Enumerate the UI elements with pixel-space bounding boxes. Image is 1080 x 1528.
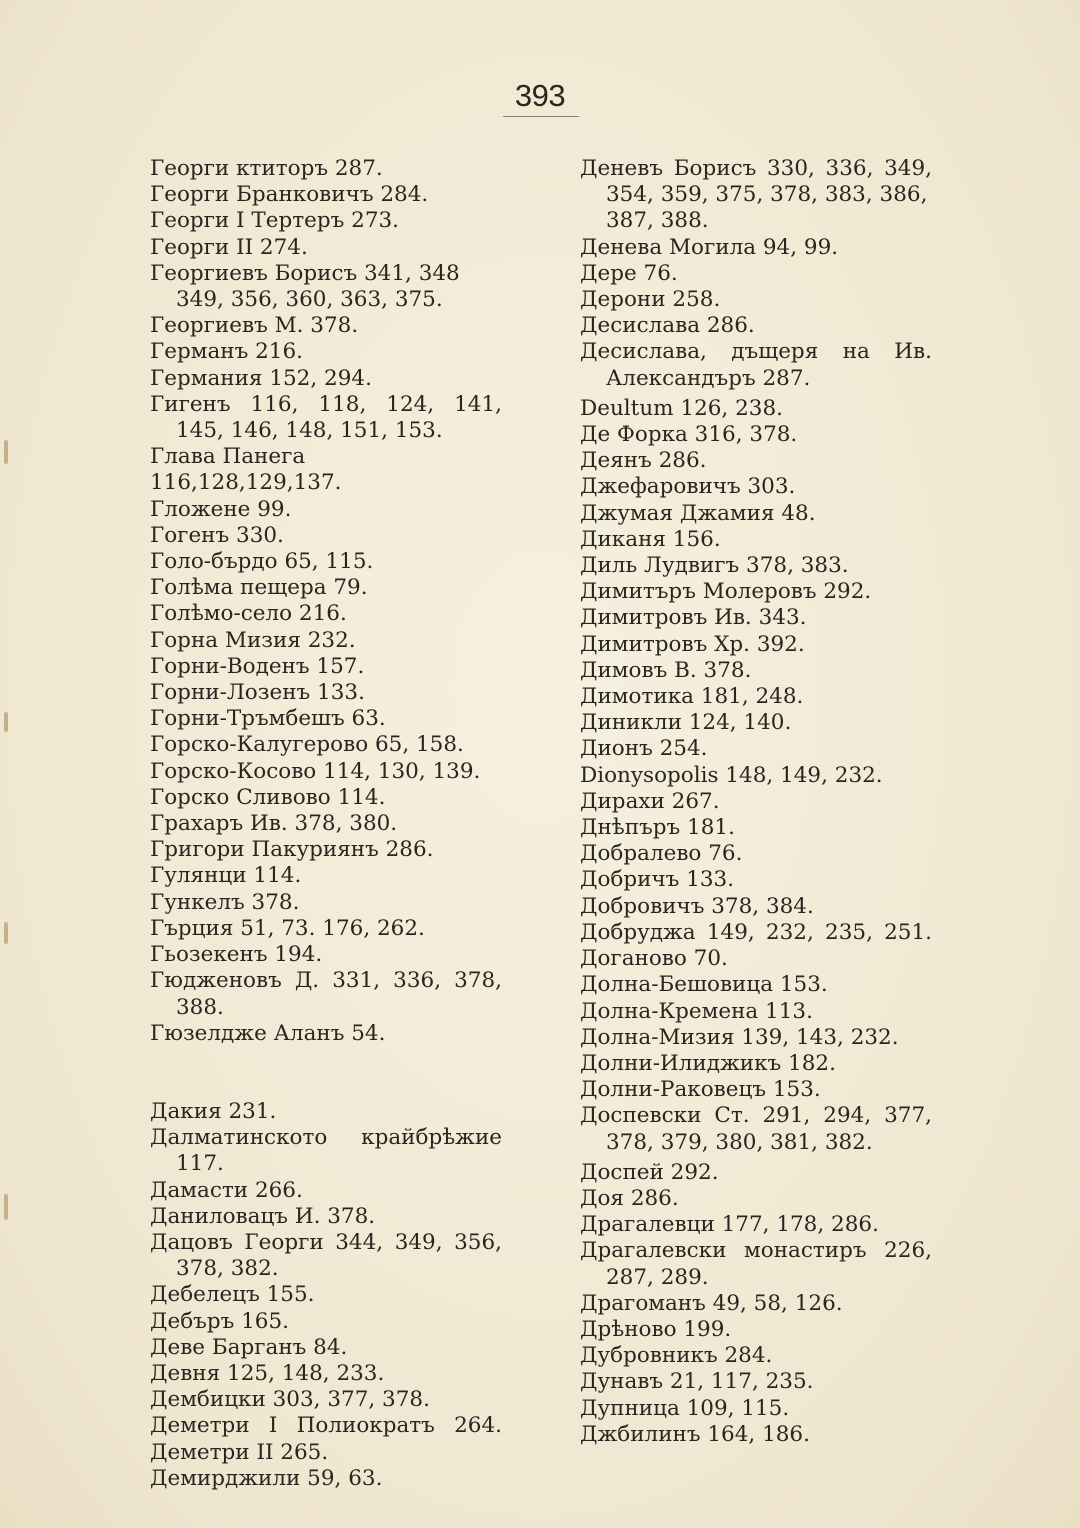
index-entry: Голѣмо-село 216. <box>150 601 347 627</box>
index-entry: Георгиевъ М. 378. <box>150 313 359 339</box>
index-entry: Дамасти 266. <box>150 1177 303 1203</box>
page-edge-stain <box>4 922 8 944</box>
index-entry: Драгалевци 177, 178, 286. <box>580 1212 879 1238</box>
index-entry: Горни-Воденъ 157. <box>150 653 365 679</box>
index-entry: Демирджили 59, 63. <box>150 1465 383 1491</box>
index-entry: Глава Панега 116,128,129,137. <box>150 444 342 496</box>
index-entry: Денева Могила 94, 99. <box>580 234 839 260</box>
index-entry: Добровичъ 378, 384. <box>580 893 814 919</box>
index-entry: Диникли 124, 140. <box>580 710 792 736</box>
index-entry: Десислава, дъщеря на Ив. <box>580 339 932 365</box>
index-entry: Деве Барганъ 84. <box>150 1334 348 1360</box>
index-entry: Димовъ В. 378. <box>580 657 752 683</box>
index-entry: Георги ктиторъ 287. <box>150 156 383 181</box>
index-entry: Георгиевъ Борисъ 341, 348 <box>150 260 460 286</box>
page-edge-stain <box>4 712 8 732</box>
index-entry: Dionysopolis 148, 149, 232. <box>580 762 883 788</box>
index-entry: Горни-Тръмбешъ 63. <box>150 706 386 732</box>
index-entry: Доспевски Ст. 291, 294, 377, <box>580 1103 932 1129</box>
index-entry: Деневъ Борисъ 330, 336, 349, <box>580 156 932 181</box>
index-entry: Днѣпъръ 181. <box>580 815 735 841</box>
index-entry: Гогенъ 330. <box>150 522 284 548</box>
index-entry: Дацовъ Георги 344, 349, 356, <box>150 1229 502 1255</box>
index-entry: Джбилинъ 164, 186. <box>580 1421 810 1447</box>
page-edge-stain <box>4 1194 8 1220</box>
index-entry: Горни-Лозенъ 133. <box>150 680 365 706</box>
index-entry: Димитровъ Ив. 343. <box>580 605 807 631</box>
index-entry-continuation: 388. <box>176 994 224 1020</box>
index-entry: Долни-Раковецъ 153. <box>580 1077 821 1103</box>
index-entry: Георги I Тертеръ 273. <box>150 208 400 234</box>
index-entry: Десислава 286. <box>580 313 755 339</box>
index-entry: Дебелецъ 155. <box>150 1282 315 1308</box>
index-entry: Дрѣново 199. <box>580 1316 732 1342</box>
index-entry: Гулянци 114. <box>150 863 302 889</box>
index-entry: Григори Пакуриянъ 286. <box>150 837 434 863</box>
index-entry: Гложене 99. <box>150 496 292 522</box>
index-entry: Голѣма пещера 79. <box>150 575 368 601</box>
index-entry: Димитровъ Хр. 392. <box>580 631 805 657</box>
index-entry: Дирахи 267. <box>580 788 720 814</box>
index-entry: Димитъръ Молеровъ 292. <box>580 579 872 605</box>
index-entry: Голо-бърдо 65, 115. <box>150 549 374 575</box>
index-entry: Долна-Мизия 139, 143, 232. <box>580 1024 899 1050</box>
index-entry-continuation: 349, 356, 360, 363, 375. <box>176 287 443 313</box>
index-entry: Германия 152, 294. <box>150 365 372 391</box>
index-entry: Горско Сливово 114. <box>150 784 386 810</box>
index-entry: Гигенъ 116, 118, 124, 141, <box>150 391 502 417</box>
index-entry: Добралево 76. <box>580 841 743 867</box>
index-entry: Дембицки 303, 377, 378. <box>150 1387 430 1413</box>
index-entry-continuation: 387, 388. <box>606 208 709 234</box>
index-entry: Добричъ 133. <box>580 867 735 893</box>
index-entry: Горско-Косово 114, 130, 139. <box>150 758 481 784</box>
index-entry: Deultum 126, 238. <box>580 395 783 421</box>
index-entry: Де Форка 316, 378. <box>580 422 798 448</box>
index-entry: Диканя 156. <box>580 526 721 552</box>
index-entry: Доганово 70. <box>580 946 728 972</box>
index-entry: Дупница 109, 115. <box>580 1395 790 1421</box>
index-entry-continuation: Александъръ 287. <box>606 365 811 391</box>
index-entry: Драгоманъ 49, 58, 126. <box>580 1290 843 1316</box>
index-entry: Драгалевски монастиръ 226, <box>580 1238 932 1264</box>
index-column-left <box>150 156 502 1492</box>
index-entry: Георги II 274. <box>150 234 308 260</box>
index-entry: Даниловацъ И. 378. <box>150 1203 376 1229</box>
index-entry: Дерони 258. <box>580 287 721 313</box>
index-entry: Георги Бранковичъ 284. <box>150 182 429 208</box>
index-entry-continuation: 287, 289. <box>606 1264 709 1290</box>
index-entry: Германъ 216. <box>150 339 303 365</box>
index-entry-continuation: 354, 359, 375, 378, 383, 386, <box>606 182 928 208</box>
index-entry: Долна-Бешовица 153. <box>580 972 828 998</box>
index-entry: Долни-Илиджикъ 182. <box>580 1050 836 1076</box>
index-entry: Доя 286. <box>580 1185 679 1211</box>
index-entry: Гърция 51, 73. 176, 262. <box>150 915 425 941</box>
index-entry: Джумая Джамия 48. <box>580 500 816 526</box>
index-entry: Деянъ 286. <box>580 448 707 474</box>
index-entry: Долна-Кремена 113. <box>580 998 813 1024</box>
index-entry: Дубровникъ 284. <box>580 1343 773 1369</box>
index-entry-continuation: 117. <box>176 1151 224 1177</box>
index-entry: Деметри II 265. <box>150 1439 329 1465</box>
index-entry-continuation: 378, 379, 380, 381, 382. <box>606 1129 873 1155</box>
index-entry: Диль Лудвигъ 378, 383. <box>580 553 849 579</box>
index-entry: Дакия 231. <box>150 1098 277 1124</box>
index-entry: Дунавъ 21, 117, 235. <box>580 1369 814 1395</box>
page-number: 393 <box>514 78 566 113</box>
index-entry: Деметри I Полиократъ 264. <box>150 1413 502 1439</box>
index-entry: Горско-Калугерово 65, 158. <box>150 732 464 758</box>
index-column-right <box>580 156 932 1448</box>
index-entry: Доспей 292. <box>580 1159 719 1185</box>
index-entry-continuation: 145, 146, 148, 151, 153. <box>176 418 443 444</box>
index-entry: Дионъ 254. <box>580 736 708 762</box>
index-entry-continuation: 378, 382. <box>176 1256 279 1282</box>
header-rule <box>503 116 579 117</box>
page-edge-stain <box>4 440 8 464</box>
index-entry: Гюзелдже Аланъ 54. <box>150 1020 386 1046</box>
index-entry: Девня 125, 148, 233. <box>150 1360 385 1386</box>
index-entry: Дере 76. <box>580 260 678 286</box>
index-entry: Добруджа 149, 232, 235, 251. <box>580 919 932 945</box>
index-entry: Димотика 181, 248. <box>580 684 804 710</box>
index-entry: Дебъръ 165. <box>150 1308 289 1334</box>
index-entry: Грахаръ Ив. 378, 380. <box>150 811 398 837</box>
index-entry: Горна Мизия 232. <box>150 627 356 653</box>
index-entry: Джефаровичъ 303. <box>580 474 796 500</box>
index-entry: Гьозекенъ 194. <box>150 942 323 968</box>
index-entry: Гункелъ 378. <box>150 889 300 915</box>
index-entry: Гюдженовъ Д. 331, 336, 378, <box>150 968 502 994</box>
index-entry: Далматинското крайбрѣжие <box>150 1125 502 1151</box>
